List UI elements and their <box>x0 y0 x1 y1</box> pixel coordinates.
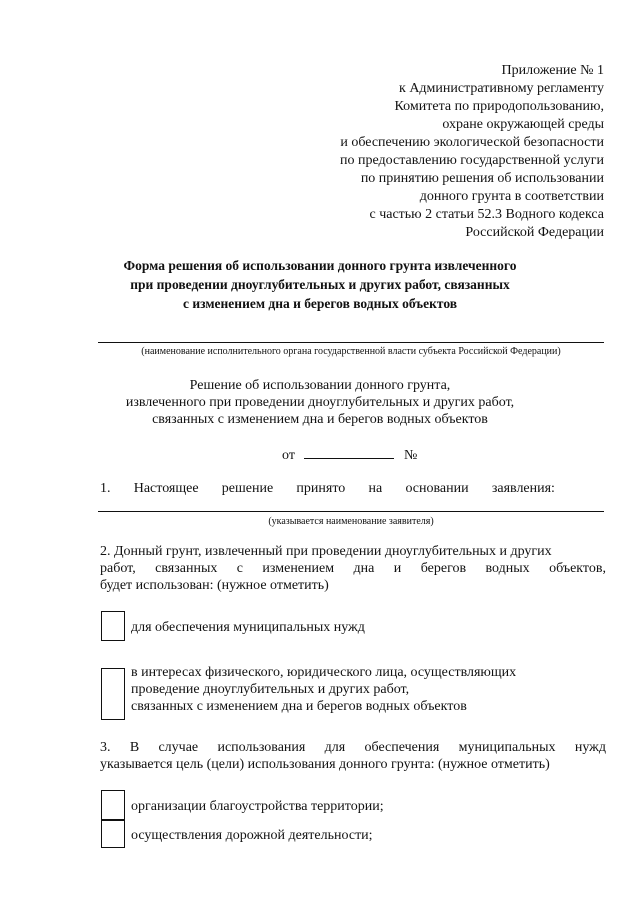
appendix-line: с частью 2 статьи 52.3 Водного кодекса <box>369 207 604 222</box>
p1-word: решение <box>221 481 274 496</box>
landscaping-label: организации благоустройства территории; <box>131 799 384 814</box>
p3-word: обеспечения <box>364 740 440 755</box>
authority-name-field[interactable] <box>98 342 604 343</box>
municipal-needs-checkbox[interactable] <box>101 611 125 641</box>
authority-caption: (наименование исполнительного органа государственной власти субъекта Российской Федерации) <box>141 346 561 357</box>
p1-word: заявления: <box>491 481 555 496</box>
form-title-line: при проведении дноуглубительных и других работ, связанных <box>130 277 510 292</box>
appendix-line: Приложение № 1 <box>501 63 604 78</box>
appendix-header <box>264 62 604 242</box>
decision-title-line: Решение об использовании донного грунта, <box>189 378 451 393</box>
p3-word: случае <box>158 740 199 755</box>
p2-word: изменением <box>262 561 335 576</box>
municipal-needs-label: для обеспечения муниципальных нужд <box>131 620 365 635</box>
appendix-line: охране окружающей среды <box>442 117 604 132</box>
p2-line <box>100 560 606 577</box>
landscaping-checkbox[interactable] <box>101 790 125 820</box>
p2-word: объектов, <box>549 561 606 576</box>
p2-line: 2. Донный грунт, извлеченный при проведении дноуглубительных и других <box>100 544 552 559</box>
road-activity-checkbox[interactable] <box>101 820 125 848</box>
form-title-line: с изменением дна и берегов водных объектов <box>182 296 458 311</box>
number-label: № <box>403 448 418 463</box>
persons-interests-line: проведение дноуглубительных и других работ, <box>131 682 410 697</box>
from-label: от <box>282 448 295 463</box>
date-number-line <box>282 446 417 464</box>
p2-word: водных <box>485 561 530 576</box>
applicant-name-field[interactable] <box>98 511 604 512</box>
p3-word: 3. <box>100 740 111 755</box>
persons-interests-label <box>131 664 516 715</box>
p2-word: с <box>236 561 243 576</box>
p3-word: нужд <box>574 740 606 755</box>
p2-word: работ, <box>100 561 136 576</box>
road-activity-label: осуществления дорожной деятельности; <box>131 828 373 843</box>
p1-word: на <box>368 481 383 496</box>
p2-word: и <box>393 561 402 576</box>
date-field[interactable] <box>304 446 394 459</box>
persons-interests-line: в интересах физического, юридического лица, осуществляющих <box>131 665 517 680</box>
form-title-line: Форма решения об использовании донного грунта извлеченного <box>123 258 517 273</box>
appendix-line: Комитета по природопользованию, <box>394 99 604 114</box>
paragraph-2 <box>100 543 606 594</box>
appendix-line: донного грунта в соответствии <box>419 189 604 204</box>
p1-word: 1. <box>100 481 111 496</box>
p1-word: основании <box>405 481 469 496</box>
p2-line: будет использован: (нужное отметить) <box>100 578 329 593</box>
form-title <box>90 256 550 313</box>
applicant-caption: (указывается наименование заявителя) <box>268 516 434 527</box>
decision-title-line: связанных с изменением дна и берегов водных объектов <box>152 412 488 427</box>
appendix-line: по принятию решения об использовании <box>360 171 604 186</box>
persons-interests-checkbox[interactable] <box>101 668 125 720</box>
persons-interests-line: связанных с изменением дна и берегов водных объектов <box>131 699 467 714</box>
p1-word: Настоящее <box>133 481 199 496</box>
p1-word: принято <box>296 481 346 496</box>
p3-line: указывается цель (цели) использования донного грунта: (нужное отметить) <box>100 757 550 772</box>
p2-word: берегов <box>420 561 467 576</box>
appendix-line: по предоставлению государственной услуги <box>340 153 604 168</box>
p2-word: дна <box>353 561 375 576</box>
decision-title-line: извлеченного при проведении дноуглубительных и других работ, <box>125 395 515 410</box>
p3-word: В <box>129 740 140 755</box>
p3-line <box>100 739 606 756</box>
paragraph-3 <box>100 739 606 773</box>
p3-word: использования <box>217 740 306 755</box>
decision-title <box>80 377 560 428</box>
p3-word: для <box>324 740 346 755</box>
p3-word: муниципальных <box>458 740 556 755</box>
p2-word: связанных <box>155 561 218 576</box>
appendix-line: к Административному регламенту <box>399 81 604 96</box>
paragraph-1 <box>100 481 555 497</box>
appendix-line: и обеспечению экологической безопасности <box>340 135 604 150</box>
appendix-line: Российской Федерации <box>465 225 604 240</box>
